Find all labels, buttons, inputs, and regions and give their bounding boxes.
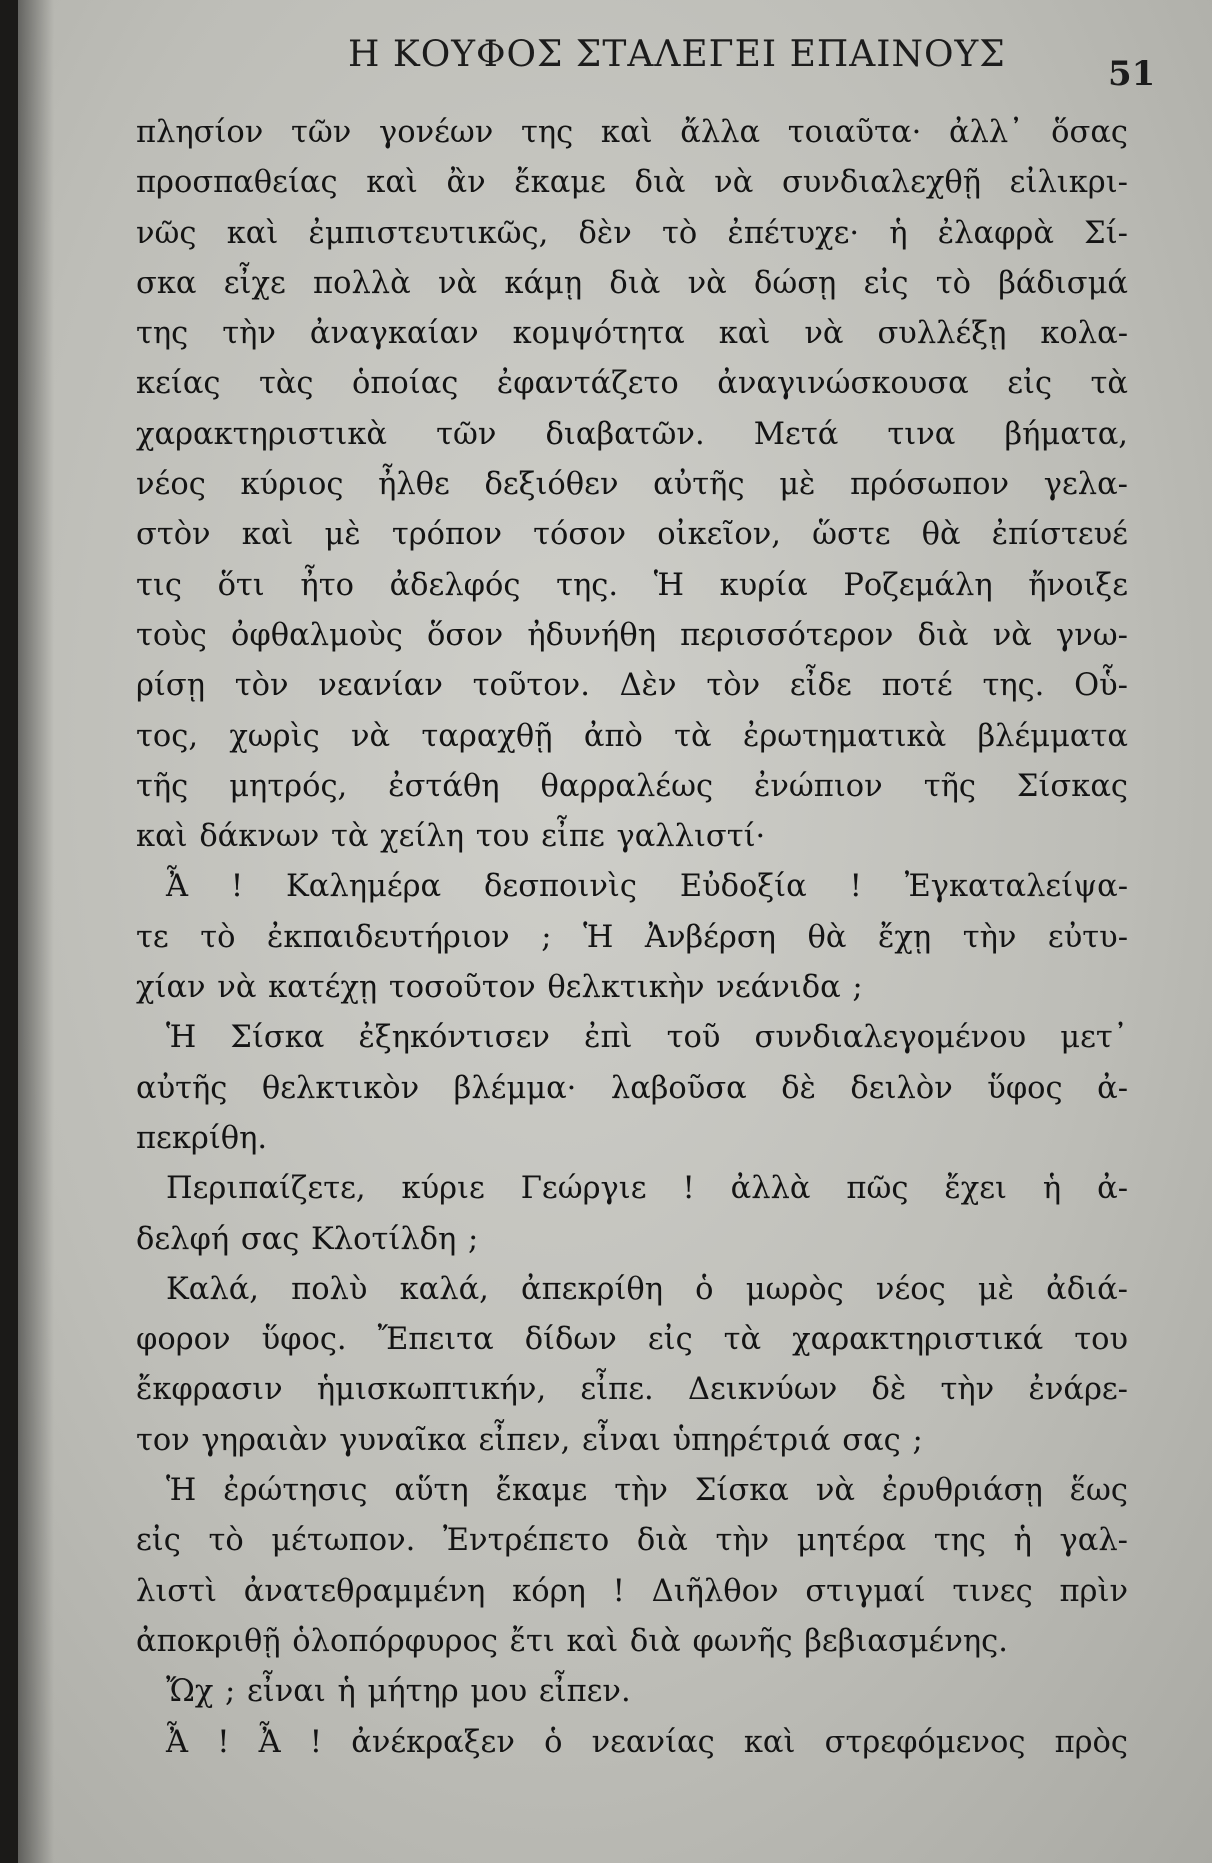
text-line: πεκρίθη. <box>136 1120 268 1156</box>
text-line: χαρακτηριστικὰ τῶν διαβατῶν. Μετά τινα βήματα, <box>136 416 1128 452</box>
text-line: τε τὸ ἐκπαιδευτήριον ; Ἡ Ἀνβέρση θὰ ἔχῃ τὴν εὐτυ- <box>136 919 1128 955</box>
page-number: 51 <box>1108 54 1156 94</box>
text-line: στὸν καὶ μὲ τρόπον τόσον οἰκεῖον, ὥστε θὰ ἐπίστευέ <box>136 517 1128 553</box>
running-title: Η ΚΟΥΦΟΣ ΣΤΑΛΕΓΕΙ ΕΠΑΙΝΟΥΣ <box>348 34 1006 75</box>
text-line: εἰς τὸ μέτωπον. Ἐντρέπετο διὰ τὴν μητέρα της ἡ γαλ- <box>136 1523 1128 1559</box>
text-line: ἔκφρασιν ἡμισκωπτικήν, εἶπε. Δεικνύων δὲ τὴν ἐνάρε- <box>136 1372 1128 1408</box>
text-line: χίαν νὰ κατέχῃ τοσοῦτον θελκτικὴν νεάνιδα ; <box>136 970 863 1006</box>
text-line: κείας τὰς ὁποίας ἐφαντάζετο ἀναγινώσκουσα εἰς τὰ <box>136 366 1128 402</box>
text-line: τοὺς ὀφθαλμοὺς ὅσον ἠδυνήθη περισσότερον διὰ νὰ γνω- <box>136 617 1128 653</box>
text-line: Ἡ ἐρώτησις αὕτη ἔκαμε τὴν Σίσκα νὰ ἐρυθριάσῃ ἕως <box>166 1473 1128 1509</box>
text-line: Ἆ ! Ἆ ! ἀνέκραξεν ὁ νεανίας καὶ στρεφόμενος πρὸς <box>166 1724 1128 1760</box>
text-line: νέος κύριος ἦλθε δεξιόθεν αὐτῆς μὲ πρόσωπον γελα- <box>136 467 1128 503</box>
book-page <box>18 0 1212 1863</box>
body-text <box>136 108 1128 1768</box>
text-line: ρίσῃ τὸν νεανίαν τοῦτον. Δὲν τὸν εἶδε ποτέ της. Οὗ- <box>136 668 1128 704</box>
binding-shadow <box>18 0 54 1863</box>
text-line: Καλά, πολὺ καλά, ἀπεκρίθη ὁ μωρὸς νέος μὲ ἀδιά- <box>166 1271 1128 1307</box>
text-line: νῶς καὶ ἐμπιστευτικῶς, δὲν τὸ ἐπέτυχε· ἡ ἐλαφρὰ Σί- <box>136 215 1128 251</box>
text-line: ἀποκριθῇ ὁλοπόρφυρος ἔτι καὶ διὰ φωνῆς βεβιασμένης. <box>136 1623 1008 1659</box>
text-line: καὶ δάκνων τὰ χείλη του εἶπε γαλλιστί· <box>136 819 766 855</box>
text-line: φορον ὕφος. Ἔπειτα δίδων εἰς τὰ χαρακτηριστικά του <box>136 1322 1128 1358</box>
text-line: αὐτῆς θελκτικὸν βλέμμα· λαβοῦσα δὲ δειλὸν ὕφος ἀ- <box>136 1070 1128 1106</box>
text-line: σκα εἶχε πολλὰ νὰ κάμῃ διὰ νὰ δώσῃ εἰς τὸ βάδισμά <box>136 265 1128 301</box>
text-line: τις ὅτι ἦτο ἀδελφός της. Ἡ κυρία Ροζεμάλη ἤνοιξε <box>136 567 1128 603</box>
text-line: τον γηραιὰν γυναῖκα εἶπεν, εἶναι ὑπηρέτριά σας ; <box>136 1422 923 1458</box>
text-line: Περιπαίζετε, κύριε Γεώργιε ! ἀλλὰ πῶς ἔχει ἡ ἀ- <box>166 1171 1128 1207</box>
text-line: τος, χωρὶς νὰ ταραχθῇ ἀπὸ τὰ ἐρωτηματικὰ βλέμματα <box>136 718 1128 754</box>
text-line: Ἡ Σίσκα ἐξηκόντισεν ἐπὶ τοῦ συνδιαλεγομένου μετ᾽ <box>166 1020 1128 1056</box>
text-line: δελφή σας Κλοτίλδη ; <box>136 1221 479 1257</box>
text-line: της τὴν ἀναγκαίαν κομψότητα καὶ νὰ συλλέξῃ κολα- <box>136 316 1128 352</box>
text-line: προσπαθείας καὶ ἂν ἔκαμε διὰ νὰ συνδιαλεχθῇ εἰλικρι- <box>136 165 1128 201</box>
text-line: Ὤχ ; εἶναι ἡ μήτηρ μου εἶπεν. <box>166 1674 631 1710</box>
text-line: πλησίον τῶν γονέων της καὶ ἄλλα τοιαῦτα· ἀλλ᾽ ὅσας <box>136 115 1128 150</box>
text-line: Ἆ ! Καλημέρα δεσποινὶς Εὐδοξία ! Ἐγκαταλείψα- <box>166 869 1128 905</box>
text-line: τῆς μητρός, ἐστάθη θαρραλέως ἐνώπιον τῆς Σίσκας <box>136 768 1128 804</box>
text-line: λιστὶ ἀνατεθραμμένη κόρη ! Διῆλθον στιγμαί τινες πρὶν <box>136 1573 1128 1609</box>
